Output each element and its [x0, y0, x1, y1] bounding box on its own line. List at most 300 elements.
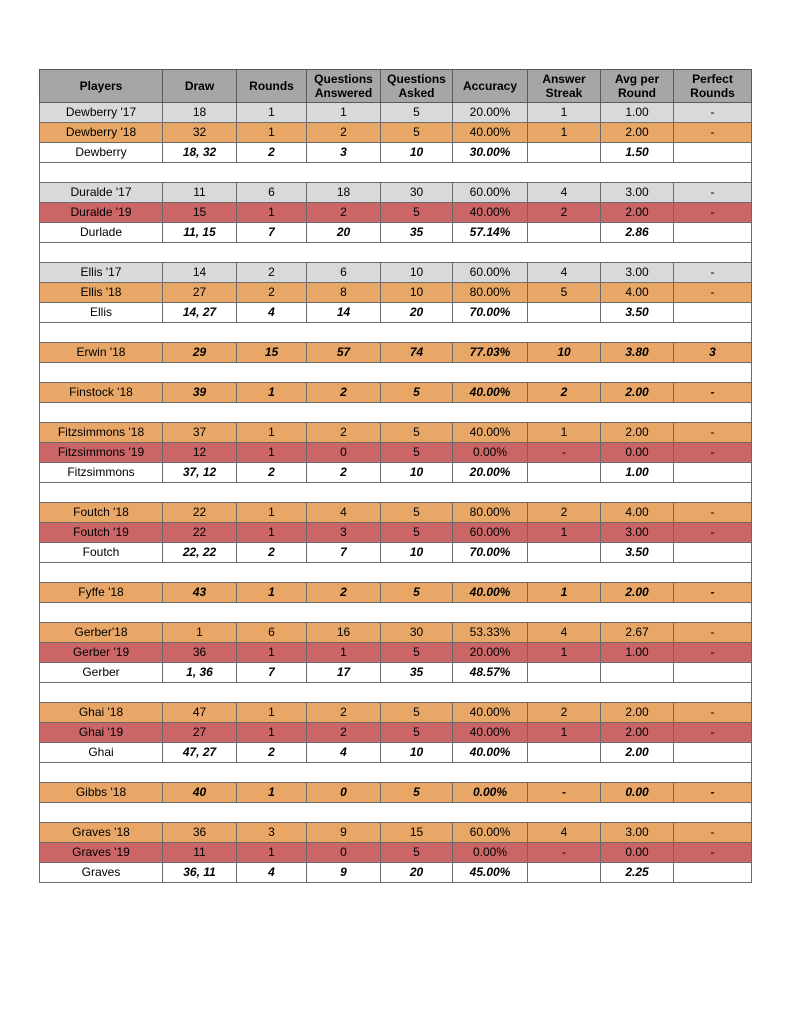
table-row — [40, 703, 752, 723]
perfect-rounds-cell: - — [674, 203, 752, 223]
avg-per-round-cell: 4.00 — [601, 503, 674, 523]
questions-answered-cell: 18 — [307, 183, 381, 203]
avg-per-round-cell: 2.00 — [601, 583, 674, 603]
table-row — [40, 783, 752, 803]
questions-asked-cell: 5 — [381, 583, 453, 603]
accuracy-cell: 40.00% — [453, 423, 528, 443]
rounds-cell: 1 — [237, 703, 307, 723]
draw-cell: 1, 36 — [163, 663, 237, 683]
rounds-cell: 7 — [237, 223, 307, 243]
player-cell: Dewberry '17 — [40, 103, 163, 123]
answer-streak-cell: 1 — [528, 123, 601, 143]
questions-asked-cell: 35 — [381, 663, 453, 683]
spacer-cell — [40, 323, 752, 343]
perfect-rounds-cell: - — [674, 843, 752, 863]
perfect-rounds-cell — [674, 863, 752, 883]
spacer-cell — [40, 163, 752, 183]
avg-per-round-cell — [601, 663, 674, 683]
spacer-cell — [40, 363, 752, 383]
perfect-rounds-cell — [674, 223, 752, 243]
player-cell: Foutch '19 — [40, 523, 163, 543]
questions-asked-cell: 5 — [381, 843, 453, 863]
perfect-rounds-cell: - — [674, 703, 752, 723]
rounds-cell: 6 — [237, 623, 307, 643]
questions-answered-cell: 3 — [307, 523, 381, 543]
draw-cell: 1 — [163, 623, 237, 643]
perfect-rounds-cell: - — [674, 823, 752, 843]
questions-answered-cell: 9 — [307, 823, 381, 843]
questions-asked-cell: 30 — [381, 183, 453, 203]
questions-answered-cell: 2 — [307, 383, 381, 403]
questions-asked-cell: 10 — [381, 263, 453, 283]
draw-cell: 29 — [163, 343, 237, 363]
accuracy-cell: 60.00% — [453, 823, 528, 843]
accuracy-cell: 77.03% — [453, 343, 528, 363]
questions-answered-cell: 9 — [307, 863, 381, 883]
questions-asked-cell: 5 — [381, 503, 453, 523]
spacer-cell — [40, 563, 752, 583]
accuracy-cell: 60.00% — [453, 183, 528, 203]
player-cell: Erwin '18 — [40, 343, 163, 363]
perfect-rounds-cell: - — [674, 723, 752, 743]
rounds-cell: 3 — [237, 823, 307, 843]
answer-streak-cell: 2 — [528, 383, 601, 403]
answer-streak-cell: 2 — [528, 703, 601, 723]
spacer-row — [40, 683, 752, 703]
draw-cell: 47, 27 — [163, 743, 237, 763]
draw-cell: 22 — [163, 523, 237, 543]
rounds-cell: 7 — [237, 663, 307, 683]
answer-streak-cell: - — [528, 843, 601, 863]
perfect-rounds-cell: - — [674, 443, 752, 463]
rounds-cell: 1 — [237, 643, 307, 663]
perfect-rounds-cell: - — [674, 423, 752, 443]
draw-cell: 36 — [163, 823, 237, 843]
spacer-cell — [40, 603, 752, 623]
accuracy-cell: 45.00% — [453, 863, 528, 883]
questions-asked-cell: 15 — [381, 823, 453, 843]
spacer-row — [40, 243, 752, 263]
answer-streak-cell: 2 — [528, 503, 601, 523]
answer-streak-cell: - — [528, 443, 601, 463]
questions-answered-cell: 8 — [307, 283, 381, 303]
answer-streak-cell: 1 — [528, 103, 601, 123]
accuracy-cell: 70.00% — [453, 303, 528, 323]
perfect-rounds-cell — [674, 543, 752, 563]
draw-cell: 22 — [163, 503, 237, 523]
table-row — [40, 643, 752, 663]
total-row — [40, 223, 752, 243]
questions-answered-cell: 1 — [307, 103, 381, 123]
player-stats-table — [39, 69, 752, 883]
accuracy-cell: 40.00% — [453, 203, 528, 223]
perfect-rounds-cell — [674, 663, 752, 683]
questions-answered-cell: 2 — [307, 703, 381, 723]
rounds-cell: 1 — [237, 523, 307, 543]
accuracy-cell: 0.00% — [453, 843, 528, 863]
questions-asked-cell: 5 — [381, 703, 453, 723]
rounds-cell: 2 — [237, 143, 307, 163]
player-cell: Foutch '18 — [40, 503, 163, 523]
table-row — [40, 183, 752, 203]
answer-streak-cell: 1 — [528, 523, 601, 543]
questions-asked-cell: 5 — [381, 643, 453, 663]
player-cell: Gerber'18 — [40, 623, 163, 643]
avg-per-round-cell: 1.50 — [601, 143, 674, 163]
total-row — [40, 863, 752, 883]
rounds-cell: 1 — [237, 423, 307, 443]
table-row — [40, 823, 752, 843]
questions-answered-cell: 6 — [307, 263, 381, 283]
accuracy-cell: 60.00% — [453, 523, 528, 543]
draw-cell: 27 — [163, 723, 237, 743]
rounds-cell: 6 — [237, 183, 307, 203]
perfect-rounds-cell: - — [674, 503, 752, 523]
answer-streak-cell: 1 — [528, 583, 601, 603]
player-cell: Graves '19 — [40, 843, 163, 863]
answer-streak-cell: 10 — [528, 343, 601, 363]
player-cell: Durlade — [40, 223, 163, 243]
spacer-cell — [40, 763, 752, 783]
questions-answered-cell: 20 — [307, 223, 381, 243]
player-cell: Ghai '18 — [40, 703, 163, 723]
header-row — [40, 70, 752, 103]
table-row — [40, 123, 752, 143]
questions-answered-cell: 0 — [307, 783, 381, 803]
accuracy-cell: 0.00% — [453, 783, 528, 803]
answer-streak-cell: 4 — [528, 263, 601, 283]
perfect-rounds-cell: - — [674, 583, 752, 603]
avg-per-round-cell: 3.00 — [601, 523, 674, 543]
spacer-row — [40, 403, 752, 423]
spacer-row — [40, 603, 752, 623]
questions-asked-cell: 5 — [381, 423, 453, 443]
draw-cell: 18 — [163, 103, 237, 123]
avg-per-round-cell: 2.86 — [601, 223, 674, 243]
player-cell: Graves '18 — [40, 823, 163, 843]
spacer-cell — [40, 803, 752, 823]
header-accuracy: Accuracy — [453, 70, 528, 103]
rounds-cell: 2 — [237, 283, 307, 303]
player-cell: Finstock '18 — [40, 383, 163, 403]
questions-asked-cell: 10 — [381, 543, 453, 563]
draw-cell: 36, 11 — [163, 863, 237, 883]
avg-per-round-cell: 2.00 — [601, 743, 674, 763]
draw-cell: 15 — [163, 203, 237, 223]
avg-per-round-cell: 3.80 — [601, 343, 674, 363]
avg-per-round-cell: 2.00 — [601, 723, 674, 743]
player-cell: Ellis — [40, 303, 163, 323]
rounds-cell: 1 — [237, 383, 307, 403]
player-cell: Gibbs '18 — [40, 783, 163, 803]
accuracy-cell: 53.33% — [453, 623, 528, 643]
avg-per-round-cell: 3.00 — [601, 823, 674, 843]
questions-asked-cell: 10 — [381, 463, 453, 483]
answer-streak-cell: 5 — [528, 283, 601, 303]
questions-answered-cell: 16 — [307, 623, 381, 643]
header-perfect-rounds: Perfect Rounds — [674, 70, 752, 103]
avg-per-round-cell: 2.67 — [601, 623, 674, 643]
rounds-cell: 1 — [237, 783, 307, 803]
draw-cell: 37, 12 — [163, 463, 237, 483]
perfect-rounds-cell: - — [674, 523, 752, 543]
answer-streak-cell — [528, 143, 601, 163]
answer-streak-cell: 2 — [528, 203, 601, 223]
perfect-rounds-cell: - — [674, 283, 752, 303]
answer-streak-cell: 4 — [528, 623, 601, 643]
accuracy-cell: 0.00% — [453, 443, 528, 463]
questions-answered-cell: 2 — [307, 463, 381, 483]
accuracy-cell: 30.00% — [453, 143, 528, 163]
spacer-row — [40, 563, 752, 583]
answer-streak-cell — [528, 663, 601, 683]
perfect-rounds-cell: - — [674, 183, 752, 203]
header-players: Players — [40, 70, 163, 103]
accuracy-cell: 40.00% — [453, 583, 528, 603]
rounds-cell: 1 — [237, 843, 307, 863]
player-cell: Gerber — [40, 663, 163, 683]
draw-cell: 27 — [163, 283, 237, 303]
avg-per-round-cell: 1.00 — [601, 463, 674, 483]
spacer-row — [40, 483, 752, 503]
questions-answered-cell: 3 — [307, 143, 381, 163]
accuracy-cell: 40.00% — [453, 703, 528, 723]
answer-streak-cell: 4 — [528, 183, 601, 203]
header-avg-per-round: Avg per Round — [601, 70, 674, 103]
questions-answered-cell: 2 — [307, 723, 381, 743]
header-rounds: Rounds — [237, 70, 307, 103]
avg-per-round-cell: 0.00 — [601, 783, 674, 803]
rounds-cell: 15 — [237, 343, 307, 363]
perfect-rounds-cell: - — [674, 263, 752, 283]
accuracy-cell: 20.00% — [453, 103, 528, 123]
draw-cell: 11 — [163, 843, 237, 863]
avg-per-round-cell: 1.00 — [601, 103, 674, 123]
avg-per-round-cell: 2.00 — [601, 203, 674, 223]
draw-cell: 36 — [163, 643, 237, 663]
total-row — [40, 663, 752, 683]
draw-cell: 11 — [163, 183, 237, 203]
player-cell: Ghai '19 — [40, 723, 163, 743]
avg-per-round-cell: 1.00 — [601, 643, 674, 663]
accuracy-cell: 60.00% — [453, 263, 528, 283]
table-row — [40, 343, 752, 363]
rounds-cell: 2 — [237, 263, 307, 283]
questions-asked-cell: 35 — [381, 223, 453, 243]
draw-cell: 18, 32 — [163, 143, 237, 163]
total-row — [40, 543, 752, 563]
table-row — [40, 103, 752, 123]
total-row — [40, 303, 752, 323]
rounds-cell: 1 — [237, 123, 307, 143]
questions-asked-cell: 10 — [381, 143, 453, 163]
perfect-rounds-cell — [674, 463, 752, 483]
rounds-cell: 4 — [237, 303, 307, 323]
questions-asked-cell: 20 — [381, 863, 453, 883]
avg-per-round-cell: 2.00 — [601, 703, 674, 723]
draw-cell: 40 — [163, 783, 237, 803]
draw-cell: 37 — [163, 423, 237, 443]
player-cell: Foutch — [40, 543, 163, 563]
avg-per-round-cell: 3.50 — [601, 543, 674, 563]
avg-per-round-cell: 3.00 — [601, 183, 674, 203]
table-row — [40, 843, 752, 863]
answer-streak-cell — [528, 463, 601, 483]
perfect-rounds-cell: - — [674, 123, 752, 143]
draw-cell: 47 — [163, 703, 237, 723]
questions-answered-cell: 0 — [307, 843, 381, 863]
table-row — [40, 443, 752, 463]
header-draw: Draw — [163, 70, 237, 103]
table-row — [40, 503, 752, 523]
player-cell: Fyffe '18 — [40, 583, 163, 603]
questions-asked-cell: 5 — [381, 523, 453, 543]
avg-per-round-cell: 0.00 — [601, 443, 674, 463]
questions-answered-cell: 4 — [307, 503, 381, 523]
answer-streak-cell: 1 — [528, 643, 601, 663]
stats-sheet — [39, 69, 751, 883]
player-cell: Ghai — [40, 743, 163, 763]
questions-answered-cell: 7 — [307, 543, 381, 563]
spacer-row — [40, 803, 752, 823]
player-cell: Fitzsimmons '18 — [40, 423, 163, 443]
accuracy-cell: 40.00% — [453, 723, 528, 743]
answer-streak-cell — [528, 303, 601, 323]
answer-streak-cell — [528, 543, 601, 563]
accuracy-cell: 48.57% — [453, 663, 528, 683]
avg-per-round-cell: 3.50 — [601, 303, 674, 323]
table-row — [40, 283, 752, 303]
player-cell: Graves — [40, 863, 163, 883]
questions-asked-cell: 30 — [381, 623, 453, 643]
questions-asked-cell: 10 — [381, 283, 453, 303]
avg-per-round-cell: 2.00 — [601, 423, 674, 443]
draw-cell: 12 — [163, 443, 237, 463]
spacer-cell — [40, 483, 752, 503]
questions-answered-cell: 17 — [307, 663, 381, 683]
questions-answered-cell: 1 — [307, 643, 381, 663]
total-row — [40, 463, 752, 483]
questions-asked-cell: 74 — [381, 343, 453, 363]
rounds-cell: 2 — [237, 463, 307, 483]
avg-per-round-cell: 4.00 — [601, 283, 674, 303]
player-cell: Duralde '17 — [40, 183, 163, 203]
table-row — [40, 723, 752, 743]
perfect-rounds-cell — [674, 743, 752, 763]
draw-cell: 32 — [163, 123, 237, 143]
total-row — [40, 143, 752, 163]
draw-cell: 14, 27 — [163, 303, 237, 323]
answer-streak-cell: 1 — [528, 423, 601, 443]
rounds-cell: 1 — [237, 103, 307, 123]
player-cell: Gerber '19 — [40, 643, 163, 663]
rounds-cell: 1 — [237, 443, 307, 463]
perfect-rounds-cell: 3 — [674, 343, 752, 363]
questions-answered-cell: 2 — [307, 583, 381, 603]
player-cell: Fitzsimmons — [40, 463, 163, 483]
answer-streak-cell — [528, 863, 601, 883]
questions-answered-cell: 4 — [307, 743, 381, 763]
questions-answered-cell: 57 — [307, 343, 381, 363]
questions-asked-cell: 5 — [381, 443, 453, 463]
spacer-cell — [40, 243, 752, 263]
questions-answered-cell: 14 — [307, 303, 381, 323]
accuracy-cell: 57.14% — [453, 223, 528, 243]
draw-cell: 43 — [163, 583, 237, 603]
draw-cell: 22, 22 — [163, 543, 237, 563]
questions-asked-cell: 5 — [381, 723, 453, 743]
table-row — [40, 203, 752, 223]
perfect-rounds-cell: - — [674, 103, 752, 123]
draw-cell: 39 — [163, 383, 237, 403]
player-cell: Ellis '17 — [40, 263, 163, 283]
questions-answered-cell: 0 — [307, 443, 381, 463]
questions-asked-cell: 5 — [381, 103, 453, 123]
questions-asked-cell: 10 — [381, 743, 453, 763]
accuracy-cell: 20.00% — [453, 643, 528, 663]
draw-cell: 11, 15 — [163, 223, 237, 243]
accuracy-cell: 20.00% — [453, 463, 528, 483]
answer-streak-cell: 4 — [528, 823, 601, 843]
rounds-cell: 1 — [237, 723, 307, 743]
perfect-rounds-cell: - — [674, 623, 752, 643]
table-row — [40, 583, 752, 603]
header-answer-streak: Answer Streak — [528, 70, 601, 103]
spacer-row — [40, 363, 752, 383]
answer-streak-cell — [528, 743, 601, 763]
avg-per-round-cell: 2.00 — [601, 123, 674, 143]
answer-streak-cell — [528, 223, 601, 243]
accuracy-cell: 80.00% — [453, 283, 528, 303]
perfect-rounds-cell — [674, 303, 752, 323]
player-cell: Fitzsimmons '19 — [40, 443, 163, 463]
table-row — [40, 263, 752, 283]
questions-asked-cell: 5 — [381, 383, 453, 403]
questions-answered-cell: 2 — [307, 203, 381, 223]
accuracy-cell: 70.00% — [453, 543, 528, 563]
questions-answered-cell: 2 — [307, 123, 381, 143]
header-questions-answered: Questions Answered — [307, 70, 381, 103]
spacer-row — [40, 763, 752, 783]
accuracy-cell: 40.00% — [453, 383, 528, 403]
avg-per-round-cell: 2.25 — [601, 863, 674, 883]
player-cell: Dewberry '18 — [40, 123, 163, 143]
perfect-rounds-cell: - — [674, 643, 752, 663]
avg-per-round-cell: 3.00 — [601, 263, 674, 283]
total-row — [40, 743, 752, 763]
table-body — [40, 103, 752, 883]
draw-cell: 14 — [163, 263, 237, 283]
avg-per-round-cell: 0.00 — [601, 843, 674, 863]
perfect-rounds-cell — [674, 143, 752, 163]
spacer-cell — [40, 403, 752, 423]
rounds-cell: 4 — [237, 863, 307, 883]
header-questions-asked: Questions Asked — [381, 70, 453, 103]
answer-streak-cell: 1 — [528, 723, 601, 743]
rounds-cell: 1 — [237, 203, 307, 223]
questions-answered-cell: 2 — [307, 423, 381, 443]
rounds-cell: 2 — [237, 543, 307, 563]
accuracy-cell: 80.00% — [453, 503, 528, 523]
table-row — [40, 523, 752, 543]
questions-asked-cell: 20 — [381, 303, 453, 323]
spacer-cell — [40, 683, 752, 703]
spacer-row — [40, 163, 752, 183]
player-cell: Ellis '18 — [40, 283, 163, 303]
accuracy-cell: 40.00% — [453, 743, 528, 763]
accuracy-cell: 40.00% — [453, 123, 528, 143]
rounds-cell: 2 — [237, 743, 307, 763]
